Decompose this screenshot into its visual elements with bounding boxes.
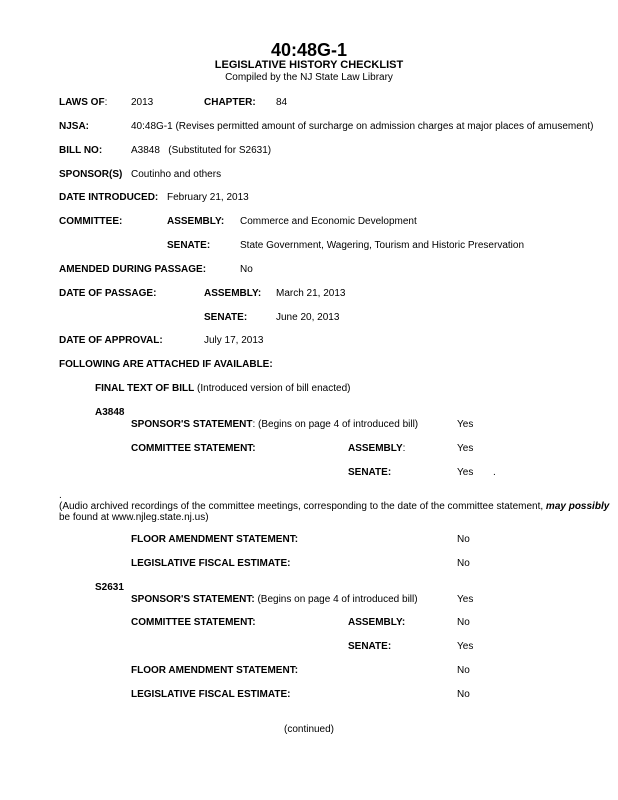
s2631-sponsor-statement: [131, 594, 418, 606]
s2631-fiscal-label: LEGISLATIVE FISCAL ESTIMATE:: [131, 689, 291, 700]
bill-no-value: A3848 (Substituted for S2631): [131, 145, 272, 156]
chapter-label: CHAPTER:: [204, 97, 256, 108]
committee-assembly-value: Commerce and Economic Development: [240, 216, 417, 227]
a3848-fiscal-label: LEGISLATIVE FISCAL ESTIMATE:: [131, 558, 291, 569]
s2631-committee-label: COMMITTEE STATEMENT:: [131, 617, 256, 628]
date-introduced-label: DATE INTRODUCED:: [59, 192, 159, 203]
a3848-sponsor-statement: [131, 419, 418, 431]
sponsors-value: Coutinho and others: [131, 169, 222, 180]
a3848-sponsor-value: Yes: [457, 419, 474, 430]
laws-of-colon: :: [104, 97, 108, 108]
sponsors-label: SPONSOR(S): [59, 169, 123, 180]
s2631-bill-label: S2631: [95, 582, 124, 593]
continued-note: (continued): [283, 724, 335, 735]
a3848-senate-label: SENATE:: [348, 467, 392, 478]
a3848-assembly-label: ASSEMBLY: [348, 443, 403, 454]
passage-senate-label: SENATE:: [204, 312, 248, 323]
laws-of-label: LAWS OF: [59, 97, 105, 108]
passage-assembly-label: ASSEMBLY:: [204, 288, 262, 299]
committee-senate-value: State Government, Wagering, Tourism and Historic Preservation: [240, 240, 525, 251]
a3848-senate-value: Yes: [457, 467, 474, 478]
attached-heading: FOLLOWING ARE ATTACHED IF AVAILABLE:: [59, 359, 273, 370]
s2631-floor-value: No: [457, 665, 470, 676]
final-text-label: FINAL TEXT OF BILL: [95, 383, 195, 394]
a3848-sponsor-note: : (Begins on page 4 of introduced bill): [252, 419, 419, 430]
a3848-assembly-colon: :: [402, 443, 406, 454]
committee-label: COMMITTEE:: [59, 216, 123, 227]
a3848-bill-label: A3848: [95, 407, 125, 418]
passage-senate-value: June 20, 2013: [276, 312, 340, 323]
njsa-label: NJSA:: [59, 121, 90, 132]
a3848-assembly-field: [348, 443, 405, 455]
a3848-sponsor-label: SPONSOR'S STATEMENT: [131, 419, 253, 430]
s2631-floor-label: FLOOR AMENDMENT STATEMENT:: [131, 665, 299, 676]
a3848-floor-value: No: [457, 534, 470, 545]
s2631-sponsor-value: Yes: [457, 594, 474, 605]
s2631-fiscal-value: No: [457, 689, 470, 700]
bill-no-label: BILL NO:: [59, 145, 103, 156]
a3848-fiscal-value: No: [457, 558, 470, 569]
a3848-assembly-value: Yes: [457, 443, 474, 454]
audio-note-emphasis: may possibly: [545, 501, 610, 512]
amended-label: AMENDED DURING PASSAGE:: [59, 264, 207, 275]
final-text-line: [95, 383, 350, 395]
s2631-senate-label: SENATE:: [348, 641, 392, 652]
a3848-floor-label: FLOOR AMENDMENT STATEMENT:: [131, 534, 299, 545]
page-subtitle: LEGISLATIVE HISTORY CHECKLIST: [214, 59, 404, 71]
date-of-approval-value: July 17, 2013: [204, 335, 264, 346]
final-text-note: (Introduced version of bill enacted): [194, 383, 351, 394]
s2631-assembly-label: ASSEMBLY:: [348, 617, 406, 628]
page-title: 40:48G-1: [270, 40, 348, 60]
audio-note-text: (Audio archived recordings of the committee meetings, corresponding to the date of the committee statement,: [59, 501, 546, 512]
njsa-value: 40:48G-1 (Revises permitted amount of surcharge on admission charges at major places of amusement): [131, 121, 594, 132]
laws-of-field: [59, 97, 107, 109]
audio-dot: .: [59, 490, 62, 501]
audio-note-line2: be found at www.njleg.state.nj.us): [59, 512, 209, 523]
compiled-by: Compiled by the NJ State Law Library: [225, 72, 393, 83]
date-introduced-value: February 21, 2013: [167, 192, 249, 203]
date-of-passage-label: DATE OF PASSAGE:: [59, 288, 157, 299]
s2631-senate-value: Yes: [457, 641, 474, 652]
a3848-senate-dot: .: [493, 467, 496, 478]
passage-assembly-value: March 21, 2013: [276, 288, 346, 299]
s2631-assembly-value: No: [457, 617, 470, 628]
date-of-approval-label: DATE OF APPROVAL:: [59, 335, 163, 346]
amended-value: No: [240, 264, 253, 275]
s2631-sponsor-note: (Begins on page 4 of introduced bill): [254, 594, 418, 605]
committee-assembly-label: ASSEMBLY:: [167, 216, 225, 227]
s2631-sponsor-label: SPONSOR'S STATEMENT:: [131, 594, 255, 605]
a3848-committee-label: COMMITTEE STATEMENT:: [131, 443, 256, 454]
chapter-value: 84: [276, 97, 288, 108]
committee-senate-label: SENATE:: [167, 240, 211, 251]
laws-of-value: 2013: [131, 97, 154, 108]
